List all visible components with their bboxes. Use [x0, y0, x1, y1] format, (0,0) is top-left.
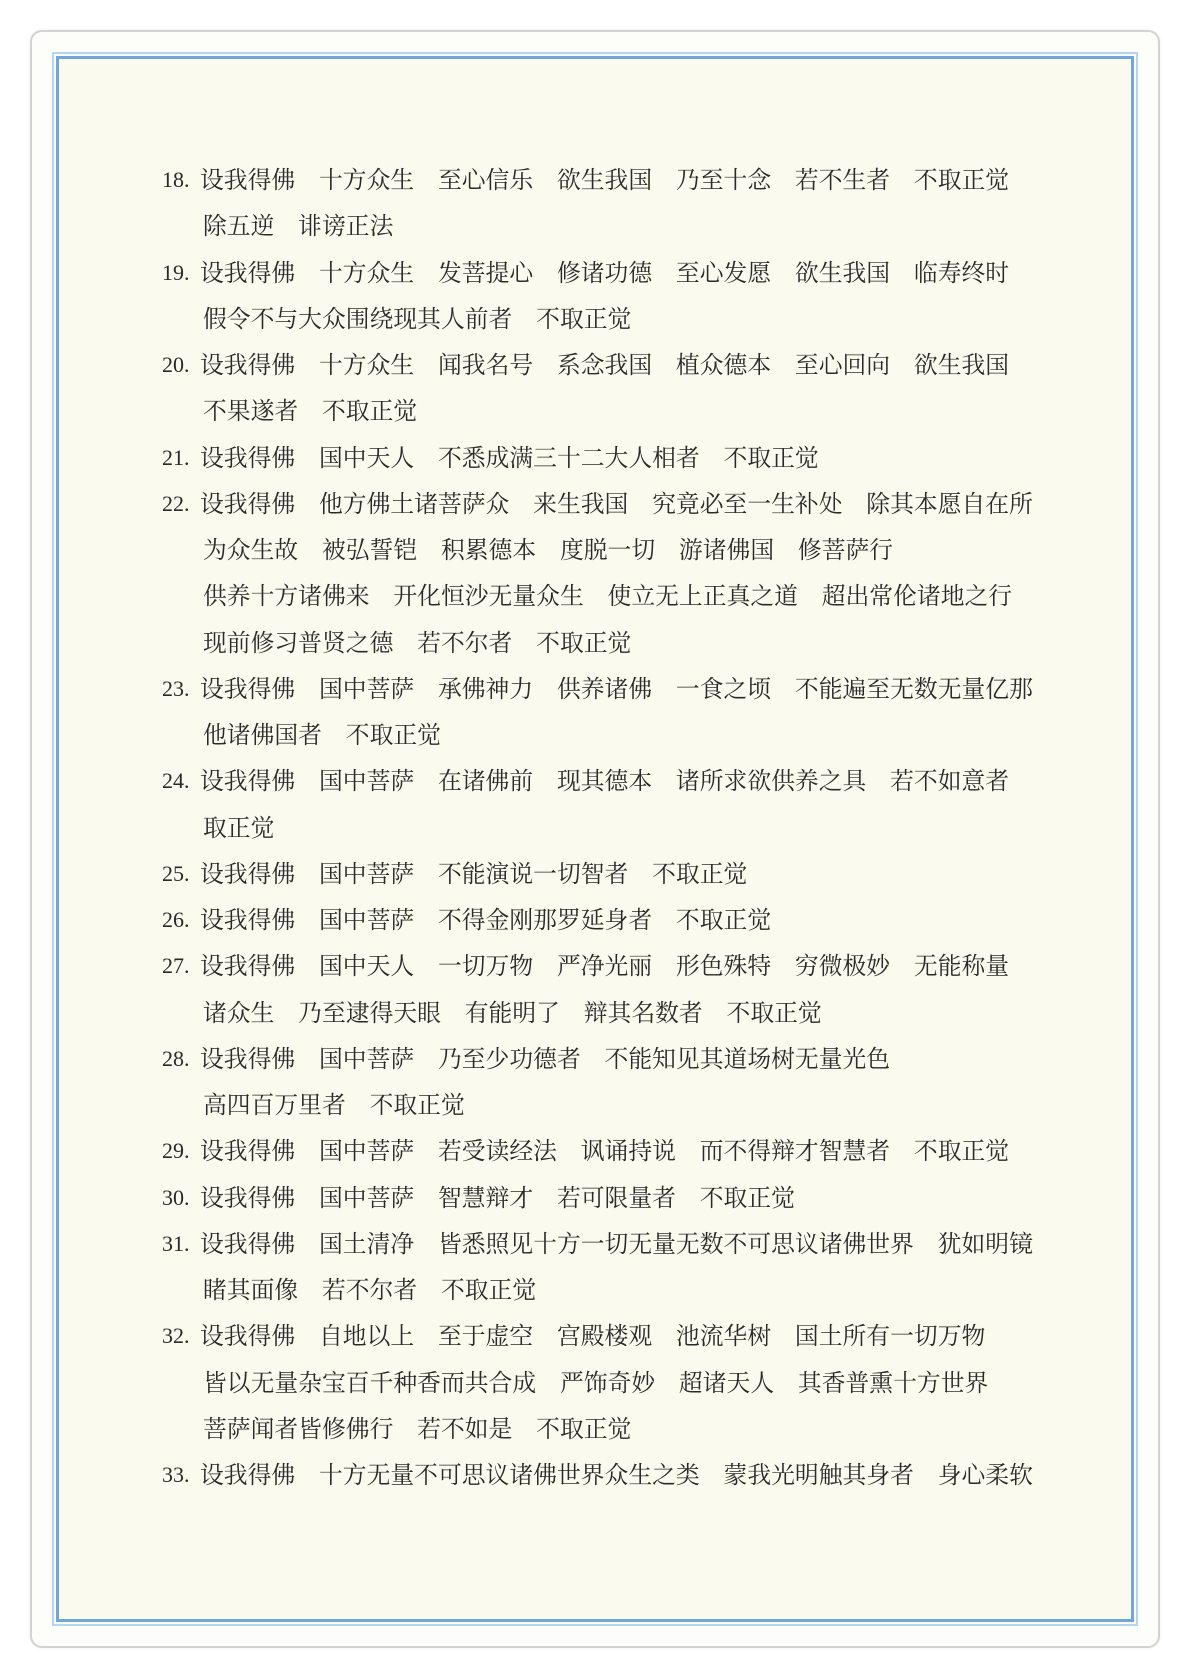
vow-item: [0, 435, 1188, 481]
vow-text: 设我得佛 十方众生 闻我名号 系念我国 植众德本 至心回向 欲生我国: [200, 351, 1010, 379]
vow-text: 设我得佛 国中菩萨 不得金刚那罗延身者 不取正觉: [200, 906, 772, 934]
vow-line: [0, 1036, 1188, 1082]
vow-text: 设我得佛 国中菩萨 智慧辩才 若可限量者 不取正觉: [200, 1183, 795, 1212]
vow-number: 33.: [162, 1462, 190, 1487]
vow-number: 22.: [162, 490, 190, 516]
vow-line: [0, 1128, 1188, 1174]
vow-item: [0, 1036, 1188, 1129]
vow-line: [0, 250, 1188, 296]
vow-number: 20.: [162, 352, 190, 377]
vow-text: 皆以无量杂宝百千种香而共合成 严饰奇妙 超诸天人 其香普熏十方世界: [203, 1368, 989, 1397]
vow-text: 睹其面像 若不尔者 不取正觉: [203, 1276, 537, 1304]
vow-line: [0, 620, 1188, 666]
vow-line: [0, 481, 1188, 527]
vow-text: 设我得佛 国中菩萨 乃至少功德者 不能知见其道场树无量光色: [200, 1044, 891, 1073]
vow-text: 高四百万里者 不取正觉: [203, 1091, 465, 1119]
vow-line: [0, 203, 1188, 249]
vow-line: [0, 1313, 1188, 1359]
vow-line: [0, 805, 1188, 851]
vow-line: [0, 573, 1188, 619]
vow-line: [0, 1082, 1188, 1128]
vow-line: [0, 990, 1188, 1036]
vow-text: 设我得佛 国中菩萨 在诸佛前 现其德本 诸所求欲供养之具 若不如意者: [200, 767, 1010, 796]
vow-line: [0, 342, 1188, 388]
vow-line: [0, 1452, 1188, 1498]
vow-item: [0, 1128, 1188, 1174]
vow-text: 假令不与大众围绕现其人前者 不取正觉: [203, 304, 632, 333]
vow-text: 设我得佛 十方众生 至心信乐 欲生我国 乃至十念 若不生者 不取正觉: [200, 166, 1010, 194]
vow-item: [0, 1313, 1188, 1452]
vow-text: 设我得佛 国中菩萨 承佛神力 供养诸佛 一食之顷 不能遍至无数无量亿那: [200, 674, 1033, 703]
vow-line: [0, 712, 1188, 758]
vow-item: [0, 1221, 1188, 1314]
vow-line: [0, 157, 1188, 203]
vow-text: 供养十方诸佛来 开化恒沙无量众生 使立无上正真之道 超出常伦诸地之行: [203, 582, 1013, 611]
vow-line: [0, 1360, 1188, 1406]
vow-item: [0, 481, 1188, 666]
vow-text: 除五逆 诽谤正法: [203, 212, 394, 241]
vow-line: [0, 435, 1188, 481]
vow-number: 29.: [162, 1138, 190, 1164]
vow-text: 设我得佛 十方众生 发菩提心 修诸功德 至心发愿 欲生我国 临寿终时: [200, 258, 1010, 287]
vow-number: 25.: [162, 860, 190, 886]
vow-line: [0, 1175, 1188, 1221]
vow-line: [0, 943, 1188, 989]
vow-line: [0, 527, 1188, 573]
vow-text: 设我得佛 国土清净 皆悉照见十方一切无量无数不可思议诸佛世界 犹如明镜: [200, 1229, 1033, 1258]
vow-item: [0, 342, 1188, 435]
vow-line: [0, 388, 1188, 434]
vow-text: 设我得佛 国中天人 不悉成满三十二大人相者 不取正觉: [200, 443, 819, 472]
vow-item: [0, 1452, 1188, 1498]
vow-text: 诸众生 乃至逮得天眼 有能明了 辩其名数者 不取正觉: [203, 998, 822, 1027]
vow-number: 21.: [162, 444, 190, 470]
vow-text: 取正觉: [203, 813, 275, 842]
vow-item: [0, 157, 1188, 250]
vow-number: 27.: [162, 953, 190, 979]
vow-item: [0, 943, 1188, 1036]
vow-line: [0, 1221, 1188, 1267]
vow-line: [0, 1267, 1188, 1313]
vow-text: 现前修习普贤之德 若不尔者 不取正觉: [203, 628, 632, 657]
vow-number: 30.: [162, 1184, 190, 1210]
vow-item: [0, 1175, 1188, 1221]
vow-text: 他诸佛国者 不取正觉: [203, 721, 441, 749]
vow-text: 设我得佛 他方佛土诸菩萨众 来生我国 究竟必至一生补处 除其本愿自在所: [200, 489, 1033, 518]
vow-text: 设我得佛 国中菩萨 不能演说一切智者 不取正觉: [200, 859, 748, 888]
vow-number: 19.: [162, 259, 190, 285]
vow-line: [0, 1406, 1188, 1452]
vow-text: 设我得佛 十方无量不可思议诸佛世界众生之类 蒙我光明触其身者 身心柔软: [200, 1461, 1033, 1489]
vow-text: 设我得佛 国中天人 一切万物 严净光丽 形色殊特 穷微极妙 无能称量: [200, 952, 1010, 981]
vow-number: 26.: [162, 907, 190, 932]
vow-number: 32.: [162, 1323, 190, 1349]
vow-item: [0, 250, 1188, 343]
vow-line: [0, 296, 1188, 342]
vow-number: 18.: [162, 167, 190, 192]
vow-text: 菩萨闻者皆修佛行 若不如是 不取正觉: [203, 1414, 632, 1443]
vow-line: [0, 666, 1188, 712]
vow-number: 31.: [162, 1230, 190, 1256]
vow-line: [0, 897, 1188, 943]
vow-list: [0, 157, 1188, 1498]
vow-text: 设我得佛 国中菩萨 若受读经法 讽诵持说 而不得辩才智慧者 不取正觉: [200, 1137, 1010, 1166]
vow-number: 28.: [162, 1045, 190, 1071]
vow-number: 23.: [162, 675, 190, 701]
vow-line: [0, 851, 1188, 897]
vow-item: [0, 851, 1188, 897]
vow-text: 不果遂者 不取正觉: [203, 397, 418, 426]
vow-text: 设我得佛 自地以上 至于虚空 宫殿楼观 池流华树 国土所有一切万物: [200, 1322, 986, 1351]
vow-number: 24.: [162, 768, 190, 794]
vow-line: [0, 758, 1188, 804]
vow-item: [0, 897, 1188, 943]
vow-item: [0, 666, 1188, 759]
vow-text: 为众生故 被弘誓铠 积累德本 度脱一切 游诸佛国 修菩萨行: [203, 536, 894, 564]
vow-item: [0, 758, 1188, 851]
